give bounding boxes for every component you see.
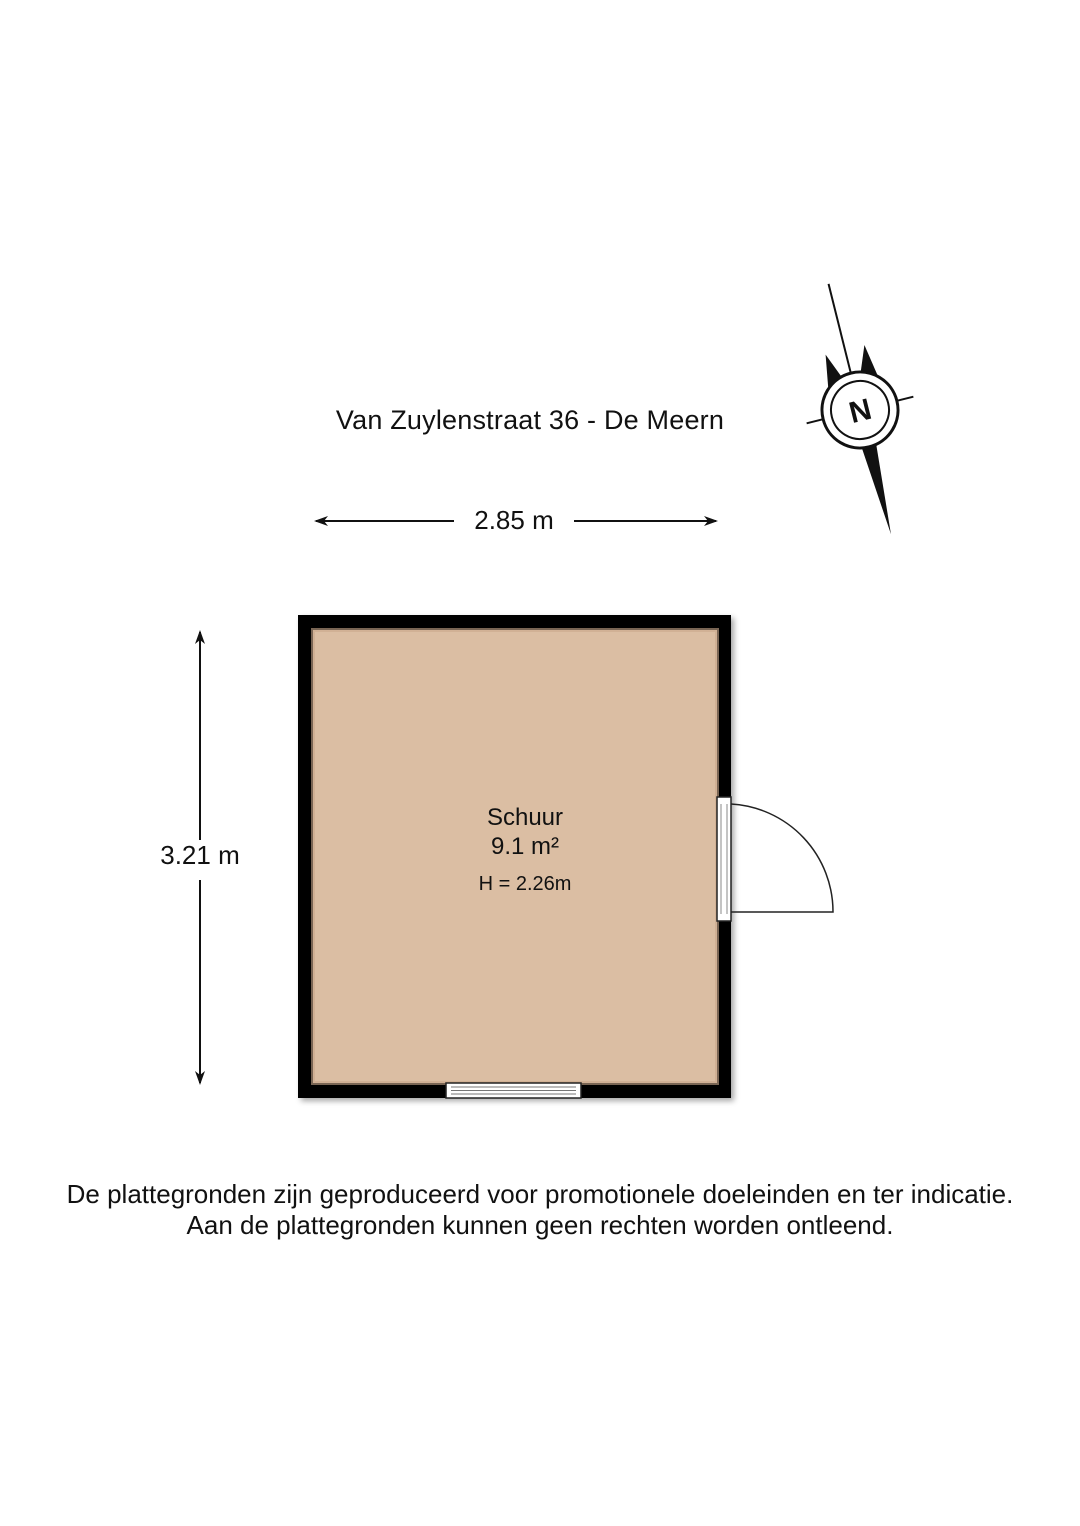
compass-north-label: N	[845, 392, 875, 431]
room-name-label: Schuur	[486, 804, 564, 831]
disclaimer-line-2: Aan de plattegronden kunnen geen rechten worden ontleend.	[186, 1210, 894, 1240]
window-bottom	[446, 1083, 581, 1098]
door-right	[717, 797, 833, 921]
height-dimension-label: 3.21 m	[140, 840, 260, 871]
disclaimer-line-1: De plattegronden zijn geproduceerd voor promotionele doeleinden en ter indicatie.	[66, 1179, 1014, 1209]
width-dimension-label: 2.85 m	[454, 505, 574, 536]
room-height-label: H = 2.26m	[478, 873, 572, 895]
page-title: Van Zuylenstraat 36 - De Meern	[335, 405, 725, 435]
room-area-label: 9.1 m²	[490, 833, 559, 860]
